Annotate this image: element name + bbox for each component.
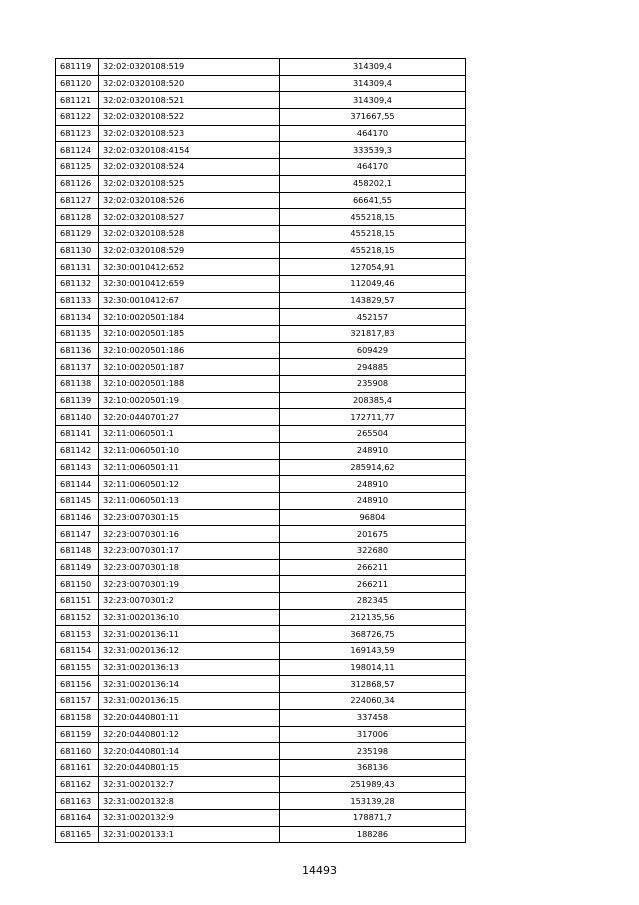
table-row	[56, 75, 466, 92]
table-row	[56, 542, 466, 559]
cadastral-value-cell: 172711,77	[280, 409, 466, 426]
table-row	[56, 526, 466, 543]
cadastral-number-cell: 32:10:0020501:187	[99, 359, 280, 376]
row-id-cell: 681128	[56, 209, 99, 226]
cadastral-number-cell: 32:31:0020136:13	[99, 659, 280, 676]
table-row	[56, 676, 466, 693]
cadastral-value-cell: 455218,15	[280, 209, 466, 226]
row-id-cell: 681122	[56, 109, 99, 126]
table-row	[56, 709, 466, 726]
cadastral-value-cell: 371667,55	[280, 109, 466, 126]
cadastral-number-cell: 32:20:0440801:11	[99, 709, 280, 726]
cadastral-number-cell: 32:20:0440801:15	[99, 759, 280, 776]
table-row	[56, 109, 466, 126]
cadastral-number-cell: 32:31:0020132:8	[99, 793, 280, 810]
table-row	[56, 659, 466, 676]
cadastral-value-cell: 314309,4	[280, 59, 466, 76]
cadastral-number-cell: 32:02:0320108:526	[99, 192, 280, 209]
row-id-cell: 681142	[56, 442, 99, 459]
cadastral-value-cell: 452157	[280, 309, 466, 326]
table-row	[56, 776, 466, 793]
row-id-cell: 681159	[56, 726, 99, 743]
cadastral-value-cell: 198014,11	[280, 659, 466, 676]
table-row	[56, 175, 466, 192]
cadastral-value-cell: 178871,7	[280, 809, 466, 826]
cadastral-value-cell: 455218,15	[280, 225, 466, 242]
cadastral-number-cell: 32:02:0320108:528	[99, 225, 280, 242]
cadastral-number-cell: 32:02:0320108:529	[99, 242, 280, 259]
cadastral-number-cell: 32:23:0070301:19	[99, 576, 280, 593]
cadastral-number-cell: 32:30:0010412:659	[99, 275, 280, 292]
table-row	[56, 359, 466, 376]
row-id-cell: 681149	[56, 559, 99, 576]
row-id-cell: 681151	[56, 593, 99, 610]
row-id-cell: 681162	[56, 776, 99, 793]
table-row	[56, 643, 466, 660]
row-id-cell: 681157	[56, 693, 99, 710]
cadastral-value-cell: 314309,4	[280, 92, 466, 109]
cadastral-number-cell: 32:31:0020136:11	[99, 626, 280, 643]
cadastral-value-cell: 322680	[280, 542, 466, 559]
cadastral-number-cell: 32:11:0060501:13	[99, 492, 280, 509]
cadastral-value-cell: 143829,57	[280, 292, 466, 309]
cadastral-value-cell: 321817,83	[280, 326, 466, 343]
row-id-cell: 681163	[56, 793, 99, 810]
row-id-cell: 681144	[56, 476, 99, 493]
row-id-cell: 681158	[56, 709, 99, 726]
cadastral-value-cell: 312868,57	[280, 676, 466, 693]
cadastral-value-cell: 609429	[280, 342, 466, 359]
table-row	[56, 426, 466, 443]
cadastral-number-cell: 32:11:0060501:10	[99, 442, 280, 459]
cadastral-number-cell: 32:20:0440801:12	[99, 726, 280, 743]
cadastral-number-cell: 32:02:0320108:525	[99, 175, 280, 192]
cadastral-value-cell: 248910	[280, 492, 466, 509]
table-row	[56, 142, 466, 159]
table-row	[56, 292, 466, 309]
table-row	[56, 309, 466, 326]
cadastral-number-cell: 32:02:0320108:524	[99, 159, 280, 176]
cadastral-value-cell: 235908	[280, 376, 466, 393]
table-row	[56, 392, 466, 409]
row-id-cell: 681129	[56, 225, 99, 242]
table-row	[56, 759, 466, 776]
table-row	[56, 693, 466, 710]
row-id-cell: 681120	[56, 75, 99, 92]
table-row	[56, 326, 466, 343]
row-id-cell: 681160	[56, 743, 99, 760]
row-id-cell: 681141	[56, 426, 99, 443]
row-id-cell: 681131	[56, 259, 99, 276]
row-id-cell: 681165	[56, 826, 99, 843]
cadastral-value-cell: 248910	[280, 442, 466, 459]
row-id-cell: 681152	[56, 609, 99, 626]
cadastral-value-cell: 169143,59	[280, 643, 466, 660]
table-row	[56, 342, 466, 359]
row-id-cell: 681125	[56, 159, 99, 176]
cadastral-number-cell: 32:31:0020136:15	[99, 693, 280, 710]
cadastral-number-cell: 32:10:0020501:188	[99, 376, 280, 393]
cadastral-value-cell: 96804	[280, 509, 466, 526]
row-id-cell: 681156	[56, 676, 99, 693]
cadastral-number-cell: 32:11:0060501:12	[99, 476, 280, 493]
table-row	[56, 376, 466, 393]
table-row	[56, 209, 466, 226]
table-row	[56, 259, 466, 276]
table-row	[56, 576, 466, 593]
cadastral-number-cell: 32:02:0320108:4154	[99, 142, 280, 159]
row-id-cell: 681143	[56, 459, 99, 476]
cadastral-value-cell: 153139,28	[280, 793, 466, 810]
cadastral-value-cell: 265504	[280, 426, 466, 443]
cadastral-value-cell: 188286	[280, 826, 466, 843]
cadastral-value-cell: 333539,3	[280, 142, 466, 159]
cadastral-number-cell: 32:20:0440801:14	[99, 743, 280, 760]
cadastral-value-cell: 112049,46	[280, 275, 466, 292]
cadastral-number-cell: 32:23:0070301:16	[99, 526, 280, 543]
cadastral-number-cell: 32:23:0070301:18	[99, 559, 280, 576]
cadastral-value-cell: 127054,91	[280, 259, 466, 276]
cadastral-value-cell: 251989,43	[280, 776, 466, 793]
row-id-cell: 681126	[56, 175, 99, 192]
cadastral-number-cell: 32:31:0020133:1	[99, 826, 280, 843]
page-number: 14493	[302, 864, 337, 877]
cadastral-value-table	[55, 58, 466, 843]
cadastral-number-cell: 32:02:0320108:519	[99, 59, 280, 76]
row-id-cell: 681164	[56, 809, 99, 826]
table-row	[56, 593, 466, 610]
table-body	[56, 59, 466, 843]
cadastral-number-cell: 32:10:0020501:185	[99, 326, 280, 343]
table-row	[56, 225, 466, 242]
cadastral-value-cell: 248910	[280, 476, 466, 493]
row-id-cell: 681124	[56, 142, 99, 159]
cadastral-number-cell: 32:02:0320108:522	[99, 109, 280, 126]
cadastral-number-cell: 32:10:0020501:186	[99, 342, 280, 359]
cadastral-number-cell: 32:23:0070301:17	[99, 542, 280, 559]
row-id-cell: 681119	[56, 59, 99, 76]
cadastral-value-cell: 285914,62	[280, 459, 466, 476]
row-id-cell: 681150	[56, 576, 99, 593]
cadastral-number-cell: 32:10:0020501:184	[99, 309, 280, 326]
cadastral-number-cell: 32:10:0020501:19	[99, 392, 280, 409]
cadastral-value-cell: 458202,1	[280, 175, 466, 192]
cadastral-number-cell: 32:02:0320108:521	[99, 92, 280, 109]
cadastral-value-cell: 66641,55	[280, 192, 466, 209]
cadastral-value-cell: 337458	[280, 709, 466, 726]
cadastral-value-cell: 201675	[280, 526, 466, 543]
cadastral-number-cell: 32:31:0020136:12	[99, 643, 280, 660]
row-id-cell: 681133	[56, 292, 99, 309]
table-row	[56, 809, 466, 826]
cadastral-value-cell: 224060,34	[280, 693, 466, 710]
row-id-cell: 681136	[56, 342, 99, 359]
cadastral-number-cell: 32:02:0320108:523	[99, 125, 280, 142]
row-id-cell: 681139	[56, 392, 99, 409]
cadastral-value-cell: 464170	[280, 159, 466, 176]
cadastral-value-cell: 208385,4	[280, 392, 466, 409]
cadastral-value-cell: 235198	[280, 743, 466, 760]
cadastral-number-cell: 32:31:0020132:9	[99, 809, 280, 826]
table-row	[56, 59, 466, 76]
cadastral-value-cell: 282345	[280, 593, 466, 610]
table-row	[56, 826, 466, 843]
cadastral-value-cell: 368726,75	[280, 626, 466, 643]
cadastral-number-cell: 32:23:0070301:15	[99, 509, 280, 526]
table-row	[56, 242, 466, 259]
row-id-cell: 681135	[56, 326, 99, 343]
row-id-cell: 681161	[56, 759, 99, 776]
table-row	[56, 92, 466, 109]
row-id-cell: 681138	[56, 376, 99, 393]
cadastral-value-cell: 368136	[280, 759, 466, 776]
table-row	[56, 275, 466, 292]
row-id-cell: 681148	[56, 542, 99, 559]
cadastral-value-cell: 455218,15	[280, 242, 466, 259]
row-id-cell: 681154	[56, 643, 99, 660]
table-row	[56, 125, 466, 142]
cadastral-number-cell: 32:02:0320108:520	[99, 75, 280, 92]
cadastral-value-cell: 266211	[280, 559, 466, 576]
cadastral-number-cell: 32:11:0060501:1	[99, 426, 280, 443]
table-row	[56, 492, 466, 509]
row-id-cell: 681127	[56, 192, 99, 209]
row-id-cell: 681140	[56, 409, 99, 426]
row-id-cell: 681153	[56, 626, 99, 643]
cadastral-value-cell: 294885	[280, 359, 466, 376]
table-row	[56, 626, 466, 643]
table-row	[56, 559, 466, 576]
table-row	[56, 726, 466, 743]
row-id-cell: 681130	[56, 242, 99, 259]
cadastral-value-cell: 464170	[280, 125, 466, 142]
row-id-cell: 681155	[56, 659, 99, 676]
row-id-cell: 681145	[56, 492, 99, 509]
cadastral-value-cell: 317006	[280, 726, 466, 743]
table-row	[56, 743, 466, 760]
cadastral-number-cell: 32:31:0020136:10	[99, 609, 280, 626]
table-row	[56, 476, 466, 493]
cadastral-value-cell: 266211	[280, 576, 466, 593]
row-id-cell: 681137	[56, 359, 99, 376]
table-row	[56, 409, 466, 426]
table-row	[56, 459, 466, 476]
row-id-cell: 681146	[56, 509, 99, 526]
cadastral-number-cell: 32:20:0440701:27	[99, 409, 280, 426]
cadastral-number-cell: 32:31:0020132:7	[99, 776, 280, 793]
cadastral-number-cell: 32:31:0020136:14	[99, 676, 280, 693]
cadastral-value-cell: 212135,56	[280, 609, 466, 626]
row-id-cell: 681123	[56, 125, 99, 142]
cadastral-number-cell: 32:02:0320108:527	[99, 209, 280, 226]
table-row	[56, 442, 466, 459]
cadastral-number-cell: 32:30:0010412:652	[99, 259, 280, 276]
cadastral-number-cell: 32:23:0070301:2	[99, 593, 280, 610]
row-id-cell: 681134	[56, 309, 99, 326]
cadastral-value-cell: 314309,4	[280, 75, 466, 92]
table-row	[56, 793, 466, 810]
row-id-cell: 681147	[56, 526, 99, 543]
table-row	[56, 159, 466, 176]
table-row	[56, 609, 466, 626]
cadastral-number-cell: 32:11:0060501:11	[99, 459, 280, 476]
cadastral-number-cell: 32:30:0010412:67	[99, 292, 280, 309]
row-id-cell: 681132	[56, 275, 99, 292]
table-row	[56, 192, 466, 209]
row-id-cell: 681121	[56, 92, 99, 109]
table-row	[56, 509, 466, 526]
